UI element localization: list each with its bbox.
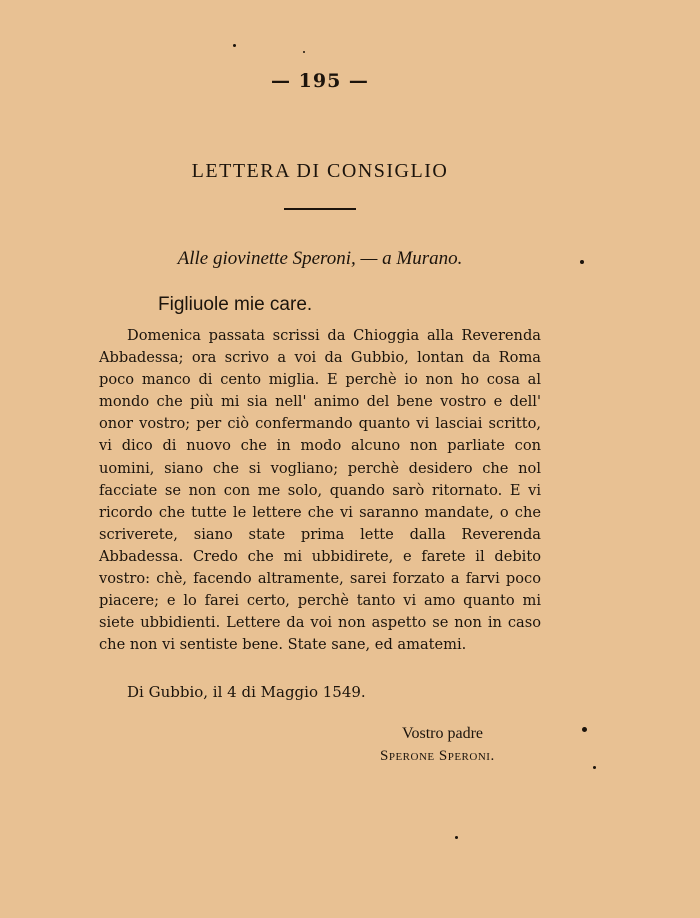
- ink-speck: [303, 51, 305, 53]
- signature: Sperone Speroni.: [380, 748, 495, 764]
- closing: Vostro padre: [402, 725, 484, 742]
- letter-body: Domenica passata scrissi da Chioggia alla Reverenda Abbadessa; ora scrivo a voi da Gubbio, lontan da Roma poco manco di cento miglia. E perchè io non ho cosa al mondo che più mi sia nell' animo del bene vostro e dell' onor vostro; per ciò confermando quanto vi lasciai scritto, vi dico di nuovo che in modo alcuno non parliate con uomini, siano che si vogliano; perchè desidero che nol facciate se non con me solo, quando sarò ritornato. E vi ricordo che tutte le lettere che vi saranno mandate, o che scriverete, siano state prima lette dalla Reverenda Abbadessa. Credo che mi ubbidirete, e farete il debito vostro: chè, facendo altramente, sarei forzato a farvi poco piacere; e lo farei certo, perchè tanto vi amo quanto mi siete ubbidienti. Lettere da voi non aspetto se non in caso che non vi sentiste bene. State sane, ed amatemi.: [99, 327, 541, 654]
- ink-speck: [455, 836, 458, 839]
- ink-speck: [582, 727, 587, 732]
- ink-speck: [580, 260, 584, 264]
- title-divider: [284, 208, 356, 210]
- salutation: Figliuole mie care.: [158, 294, 313, 315]
- addressee-line: Alle giovinette Speroni, — a Murano.: [177, 248, 463, 269]
- ink-speck: [593, 766, 596, 769]
- page-number: — 195 —: [271, 70, 369, 92]
- letter-title: LETTERA DI CONSIGLIO: [191, 160, 449, 182]
- ink-speck: [233, 44, 236, 47]
- dateline: Di Gubbio, il 4 di Maggio 1549.: [127, 683, 366, 701]
